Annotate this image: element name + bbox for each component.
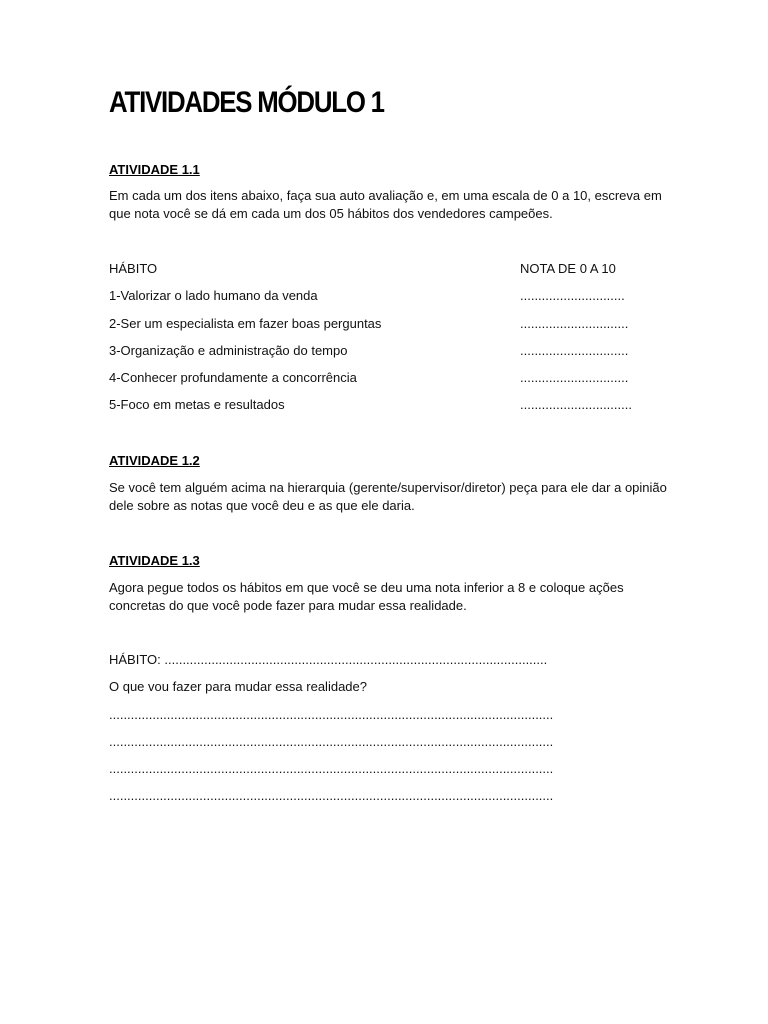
habit-row-1-label: 1-Valorizar o lado humano da venda bbox=[109, 288, 318, 303]
habit-column-header: HÁBITO bbox=[109, 261, 158, 276]
activity-1-2-instructions: Se você tem alguém acima na hierarquia (gerente/supervisor/diretor) peça para ele dar a opinião dele sobre as notas que você deu e as que ele daria. bbox=[109, 480, 667, 513]
activity-1-3-instructions: Agora pegue todos os hábitos em que você se deu uma nota inferior a 8 e coloque ações concretas do que você pode fazer para mudar essa realidade. bbox=[109, 580, 624, 613]
habit-row-5-score-blank: ............................... bbox=[520, 397, 632, 412]
habit-row-5-label: 5-Foco em metas e resultados bbox=[109, 397, 285, 412]
habit-row-1-score-blank: ............................. bbox=[520, 288, 625, 303]
answer-line-1: ........................................................................................................................... bbox=[109, 707, 554, 722]
answer-line-2: ........................................................................................................................... bbox=[109, 734, 554, 749]
habit-row-3-label: 3-Organização e administração do tempo bbox=[109, 343, 348, 358]
change-question: O que vou fazer para mudar essa realidade? bbox=[109, 679, 367, 694]
activity-1-1-heading: ATIVIDADE 1.1 bbox=[109, 162, 200, 177]
activity-1-1-instructions: Em cada um dos itens abaixo, faça sua auto avaliação e, em uma escala de 0 a 10, escreva em que nota você se dá em cada um dos 05 hábitos dos vendedores campeões. bbox=[109, 188, 662, 221]
habit-row-3-score-blank: .............................. bbox=[520, 343, 629, 358]
habit-row-4-label: 4-Conhecer profundamente a concorrência bbox=[109, 370, 357, 385]
habit-row-2-score-blank: .............................. bbox=[520, 316, 629, 331]
answer-line-3: ........................................................................................................................... bbox=[109, 761, 554, 776]
activity-1-2-heading: ATIVIDADE 1.2 bbox=[109, 453, 200, 468]
habit-fill-line: HÁBITO: .......................................................................................................... bbox=[109, 652, 548, 667]
answer-line-4: ........................................................................................................................... bbox=[109, 788, 554, 803]
score-column-header: NOTA DE 0 A 10 bbox=[520, 261, 616, 276]
activity-1-3-heading: ATIVIDADE 1.3 bbox=[109, 553, 200, 568]
habit-row-4-score-blank: .............................. bbox=[520, 370, 629, 385]
page-title: ATIVIDADES MÓDULO 1 bbox=[109, 86, 384, 119]
habit-row-2-label: 2-Ser um especialista em fazer boas perguntas bbox=[109, 316, 382, 331]
